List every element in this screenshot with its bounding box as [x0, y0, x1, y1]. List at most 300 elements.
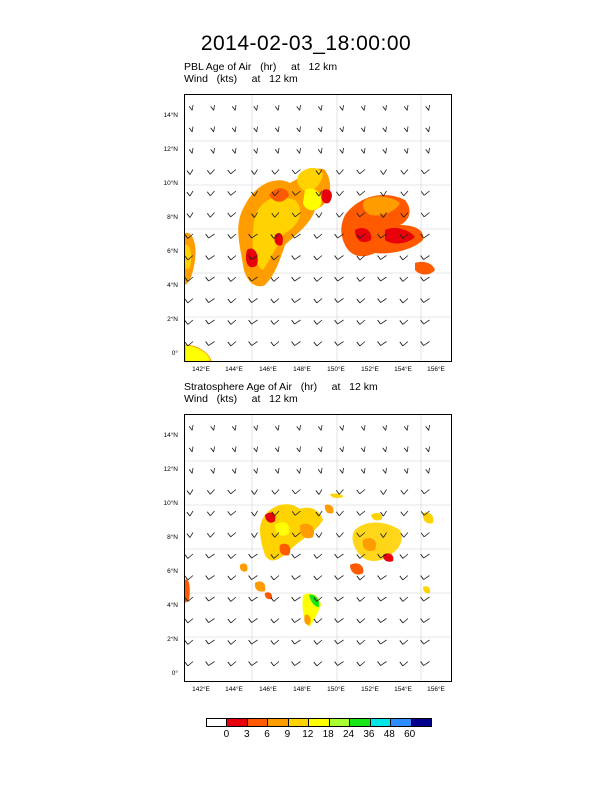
wind-barb	[214, 468, 215, 473]
wind-barb-flag	[254, 469, 257, 473]
wind-barb-flag	[228, 191, 231, 195]
wind-barb-flag	[228, 597, 231, 601]
wind-barb-flag	[249, 619, 252, 623]
pbl-age-fill-regions	[185, 168, 435, 362]
wind-barb	[360, 191, 365, 195]
wind-barb-flag	[400, 320, 403, 324]
wind-barb-flag	[421, 533, 424, 537]
wind-barb-flag	[314, 277, 317, 281]
wind-barb-flag	[361, 128, 364, 132]
latitude-tick-label: 2°N	[167, 316, 178, 323]
wind-barb-flag	[206, 320, 209, 324]
colorbar-label: 24	[342, 729, 355, 740]
latitude-tick-label: 4°N	[167, 602, 178, 609]
wind-barb-flag	[228, 277, 231, 281]
wind-barb-flag	[400, 597, 403, 601]
longitude-tick-label: 154°E	[394, 366, 412, 373]
wind-barb-flag	[316, 491, 319, 495]
wind-barb	[317, 299, 322, 303]
wind-barb	[403, 619, 408, 623]
wind-barb-flag	[249, 342, 252, 346]
colorbar	[206, 718, 432, 727]
wind-barb-flag	[357, 256, 360, 260]
wind-barb-flag	[292, 640, 295, 644]
wind-barb	[381, 597, 387, 601]
wind-barb-flag	[297, 426, 300, 430]
wind-barb	[403, 342, 408, 346]
wind-barb	[424, 554, 430, 558]
wind-barb-flag	[340, 448, 343, 452]
wind-barb	[209, 597, 215, 601]
wind-barb-flag	[271, 597, 274, 601]
wind-barb-flag	[357, 277, 360, 281]
wind-barb	[381, 640, 387, 644]
wind-barb-flag	[316, 534, 319, 538]
wind-barb-flag	[207, 192, 210, 196]
wind-barb-flag	[401, 170, 404, 174]
wind-barb-flag	[187, 214, 190, 218]
wind-barb	[231, 191, 236, 195]
wind-barb-flag	[357, 576, 360, 580]
latitude-tick-label: 12°N	[163, 466, 178, 473]
wind-barb	[319, 213, 322, 218]
wind-barb-flag	[232, 128, 235, 132]
wind-barb	[381, 576, 387, 580]
panel1-header-line1: PBL Age of Air (hr) at 12 km	[184, 61, 338, 73]
wind-barb	[360, 511, 365, 515]
wind-barb-flag	[271, 342, 274, 346]
wind-barb	[424, 640, 430, 644]
latitude-tick-label: 2°N	[167, 636, 178, 643]
wind-barb	[424, 320, 430, 324]
wind-barb	[383, 490, 386, 495]
wind-barb	[403, 554, 408, 558]
wind-barb	[364, 425, 365, 430]
wind-barb-flag	[292, 320, 295, 324]
wind-barb-flag	[254, 426, 257, 430]
wind-barb-flag	[404, 469, 407, 473]
wind-barb	[190, 533, 193, 538]
wind-barb	[300, 425, 301, 430]
wind-barb-flag	[271, 640, 274, 644]
wind-barb	[317, 554, 322, 558]
wind-barb	[321, 148, 322, 153]
wind-barb	[321, 468, 322, 473]
wind-barb-flag	[206, 299, 209, 303]
wind-barb	[386, 468, 387, 473]
wind-barb	[190, 213, 193, 218]
wind-barb	[231, 320, 236, 324]
wind-barb-flag	[383, 469, 386, 473]
latitude-tick-label: 6°N	[167, 248, 178, 255]
wind-barb	[231, 490, 236, 494]
wind-barb	[300, 127, 301, 132]
wind-barb	[254, 490, 257, 495]
wind-barb-flag	[206, 256, 209, 260]
wind-barb	[254, 170, 257, 175]
wind-barb-flag	[378, 299, 381, 303]
wind-barb	[338, 277, 344, 281]
wind-barb	[252, 597, 258, 601]
wind-barb	[403, 576, 408, 580]
wind-barb	[407, 105, 408, 110]
wind-barb	[252, 299, 258, 303]
wind-barb	[257, 468, 258, 473]
wind-barb	[381, 619, 387, 623]
wind-barb	[209, 554, 215, 558]
wind-barb	[295, 320, 301, 324]
wind-barb-flag	[400, 256, 403, 260]
wind-barb-flag	[206, 342, 209, 346]
colorbar-swatch	[268, 719, 288, 726]
wind-barb	[319, 490, 322, 495]
wind-barb	[295, 597, 301, 601]
wind-barb-flag	[249, 320, 252, 324]
wind-barb-flag	[292, 256, 295, 260]
wind-barb	[231, 576, 236, 580]
wind-barb-flag	[271, 619, 274, 623]
wind-barb-flag	[207, 512, 210, 516]
wind-barb-flag	[383, 426, 386, 430]
wind-barb	[210, 533, 214, 538]
wind-barb-flag	[361, 426, 364, 430]
stratosphere-map-plot	[185, 415, 452, 682]
colorbar-swatch	[207, 719, 227, 726]
wind-barb	[407, 425, 408, 430]
wind-barb	[252, 640, 258, 644]
wind-barb	[364, 127, 365, 132]
wind-barb-flag	[228, 299, 231, 303]
wind-barb	[381, 662, 387, 666]
wind-barb	[257, 105, 258, 110]
wind-barb	[214, 425, 215, 430]
wind-barb	[235, 468, 236, 473]
wind-barb	[407, 148, 408, 153]
wind-barb	[252, 320, 258, 324]
wind-barb	[231, 533, 236, 537]
wind-barb-flag	[400, 342, 403, 346]
colorbar-swatch	[350, 719, 370, 726]
wind-barb-flag	[187, 491, 190, 495]
wind-barb-flag	[292, 342, 295, 346]
wind-barb-flag	[228, 619, 231, 623]
wind-barb	[257, 447, 258, 452]
wind-barb	[257, 148, 258, 153]
wind-barb	[424, 576, 430, 580]
wind-barb	[339, 490, 343, 495]
latitude-tick-label: 10°N	[163, 180, 178, 187]
wind-barb	[231, 213, 236, 217]
wind-barb	[424, 170, 429, 174]
wind-barb	[190, 490, 193, 495]
wind-barb	[386, 447, 387, 452]
wind-barb	[381, 342, 387, 346]
wind-barb	[190, 511, 193, 516]
wind-barb	[278, 105, 279, 110]
wind-barb-flag	[185, 662, 188, 666]
wind-barb-flag	[228, 170, 231, 174]
wind-barb-flag	[206, 662, 209, 666]
wind-barb-flag	[400, 299, 403, 303]
panel1-header-line2: Wind (kts) at 12 km	[184, 73, 298, 85]
panel2-header-line1: Stratosphere Age of Air (hr) at 12 km	[184, 381, 378, 393]
wind-barb	[295, 277, 301, 281]
wind-barb-flag	[228, 213, 231, 217]
wind-barb-flag	[187, 192, 190, 196]
wind-barb-flag	[378, 640, 381, 644]
longitude-tick-label: 146°E	[259, 686, 277, 693]
colorbar-label: 3	[243, 729, 250, 740]
wind-barb-flag	[318, 149, 321, 153]
wind-barb	[192, 105, 193, 110]
wind-barb-flag	[187, 171, 190, 175]
colorbar-swatch	[289, 719, 309, 726]
wind-barb	[404, 490, 408, 495]
wind-barb-flag	[357, 490, 360, 494]
wind-barb	[343, 127, 344, 132]
wind-barb	[209, 320, 215, 324]
wind-barb	[190, 191, 193, 196]
wind-barb	[252, 554, 258, 558]
wind-barb-flag	[357, 299, 360, 303]
wind-barb	[209, 662, 215, 666]
wind-barb-flag	[378, 277, 381, 281]
wind-barb-flag	[314, 640, 317, 644]
wind-barb	[252, 619, 258, 623]
wind-barb-flag	[185, 576, 188, 580]
wind-barb-flag	[314, 662, 317, 666]
wind-barb-flag	[314, 256, 317, 260]
wind-barb-flag	[211, 426, 214, 430]
wind-barb	[214, 127, 215, 132]
wind-barb	[274, 342, 279, 346]
wind-barb	[364, 148, 365, 153]
wind-barb-flag	[401, 490, 404, 494]
wind-barb	[319, 533, 322, 538]
wind-barb	[360, 342, 365, 346]
wind-barb-flag	[206, 597, 209, 601]
wind-barb	[360, 619, 365, 623]
latitude-tick-label: 4°N	[167, 282, 178, 289]
wind-barb	[188, 619, 193, 623]
wind-barb	[364, 447, 365, 452]
wind-barb-flag	[383, 149, 386, 153]
wind-barb	[188, 640, 193, 644]
wind-barb	[381, 320, 387, 324]
wind-barb-flag	[292, 597, 295, 601]
wind-barb	[295, 640, 301, 644]
wind-barb	[424, 299, 430, 303]
wind-barb	[257, 425, 258, 430]
wind-barb	[424, 597, 430, 601]
wind-barb-flag	[292, 277, 295, 281]
wind-barb-flag	[232, 106, 235, 110]
wind-barb-flag	[404, 106, 407, 110]
longitude-tick-label: 156°E	[427, 686, 445, 693]
wind-barb	[254, 511, 257, 516]
wind-barb	[274, 576, 279, 580]
wind-barb-flag	[340, 149, 343, 153]
wind-barb	[424, 619, 430, 623]
wind-barb-flag	[271, 277, 274, 281]
wind-barb-flag	[249, 554, 252, 558]
wind-barb	[235, 447, 236, 452]
wind-barb	[252, 342, 258, 346]
wind-barb	[192, 447, 193, 452]
wind-barb	[429, 447, 430, 452]
wind-barb-flag	[400, 662, 403, 666]
wind-barb-flag	[228, 640, 231, 644]
wind-barb-flag	[383, 106, 386, 110]
wind-barb	[360, 299, 365, 303]
colorbar-swatch	[391, 719, 411, 726]
wind-barb	[252, 662, 258, 666]
wind-barb	[209, 256, 215, 260]
wind-barb-flag	[421, 170, 424, 174]
wind-barb	[407, 127, 408, 132]
wind-barb	[274, 299, 279, 303]
wind-barb-flag	[275, 448, 278, 452]
wind-barb	[235, 105, 236, 110]
latitude-tick-label: 6°N	[167, 568, 178, 575]
wind-barb	[338, 299, 344, 303]
wind-barb-flag	[340, 469, 343, 473]
wind-barb-flag	[361, 106, 364, 110]
wind-barb-flag	[275, 469, 278, 473]
wind-barb	[231, 170, 236, 174]
wind-barb-flag	[426, 149, 429, 153]
wind-barb-flag	[275, 106, 278, 110]
wind-barb	[231, 640, 236, 644]
wind-barb	[404, 511, 408, 516]
wind-barb	[231, 554, 236, 558]
wind-barb	[209, 342, 215, 346]
wind-barb-flag	[185, 299, 188, 303]
wind-barb	[300, 105, 301, 110]
wind-barb	[188, 662, 193, 666]
longitude-tick-label: 146°E	[259, 366, 277, 373]
wind-barb-flag	[292, 576, 295, 580]
wind-barb	[339, 533, 343, 538]
wind-barb	[295, 299, 301, 303]
longitude-tick-label: 148°E	[293, 686, 311, 693]
wind-barb	[338, 619, 344, 623]
wind-barb	[192, 148, 193, 153]
wind-barb	[231, 619, 236, 623]
wind-barb-flag	[228, 662, 231, 666]
wind-barb-flag	[297, 448, 300, 452]
wind-barb-flag	[421, 191, 424, 195]
colorbar-swatch	[330, 719, 350, 726]
wind-barb	[214, 148, 215, 153]
wind-barb	[429, 127, 430, 132]
wind-barb	[360, 170, 365, 174]
wind-barb	[278, 148, 279, 153]
wind-barb-flag	[187, 512, 190, 516]
latitude-tick-label: 14°N	[163, 432, 178, 439]
wind-barb-flag	[404, 128, 407, 132]
stratosphere-age-fill-regions	[185, 494, 433, 627]
wind-barb-flag	[211, 128, 214, 132]
colorbar-swatch	[248, 719, 268, 726]
wind-barb-flag	[292, 619, 295, 623]
wind-barb-flag	[189, 106, 192, 110]
wind-barb	[403, 256, 408, 260]
colorbar-label: 48	[383, 729, 395, 740]
wind-barb-flag	[232, 149, 235, 153]
wind-barb-flag	[378, 662, 381, 666]
colorbar-label: 60	[404, 729, 416, 740]
wind-barb	[424, 256, 430, 260]
wind-barb	[275, 170, 279, 175]
wind-barb-flag	[378, 576, 381, 580]
wind-barb-flag	[426, 426, 429, 430]
wind-barb-flag	[272, 490, 275, 494]
wind-barb-flag	[228, 511, 231, 515]
wind-barb	[364, 105, 365, 110]
wind-barb	[274, 277, 279, 281]
wind-barb-flag	[228, 533, 231, 537]
wind-barb	[231, 299, 236, 303]
wind-barb-flag	[357, 170, 360, 174]
wind-barb	[338, 256, 344, 260]
wind-barb	[209, 576, 215, 580]
wind-barb	[278, 447, 279, 452]
wind-barb-flag	[275, 149, 278, 153]
wind-barb	[403, 662, 408, 666]
wind-barb-flag	[383, 448, 386, 452]
wind-barb-flag	[400, 554, 403, 558]
wind-barb-flag	[383, 128, 386, 132]
wind-barb	[424, 533, 429, 537]
wind-barb	[295, 619, 301, 623]
wind-barb-flag	[297, 469, 300, 473]
wind-barb-flag	[404, 448, 407, 452]
wind-barb-flag	[292, 554, 295, 558]
wind-barb-flag	[249, 299, 252, 303]
longitude-tick-label: 156°E	[427, 366, 445, 373]
wind-barb	[424, 213, 429, 217]
wind-barb	[404, 533, 408, 538]
wind-barb	[429, 468, 430, 473]
wind-barb	[209, 619, 215, 623]
wind-barb	[188, 554, 193, 558]
wind-barb	[209, 277, 215, 281]
wind-barb-flag	[228, 256, 231, 260]
wind-barb	[300, 468, 301, 473]
wind-barb-flag	[340, 106, 343, 110]
wind-barb	[343, 425, 344, 430]
colorbar-label: 6	[264, 729, 270, 740]
wind-barb	[317, 256, 322, 260]
wind-barb	[403, 640, 408, 644]
wind-barb	[343, 447, 344, 452]
wind-barb-flag	[275, 426, 278, 430]
wind-barb	[338, 554, 344, 558]
wind-barb-flag	[426, 128, 429, 132]
wind-barb	[338, 640, 344, 644]
wind-barb	[295, 170, 300, 174]
wind-barb-flag	[340, 128, 343, 132]
wind-barb	[424, 662, 430, 666]
wind-barb-flag	[228, 320, 231, 324]
wind-barb	[295, 662, 301, 666]
wind-barb-flag	[361, 448, 364, 452]
wind-barb-flag	[400, 619, 403, 623]
wind-barb-flag	[404, 426, 407, 430]
wind-barb-flag	[380, 491, 383, 495]
wind-barb	[429, 105, 430, 110]
